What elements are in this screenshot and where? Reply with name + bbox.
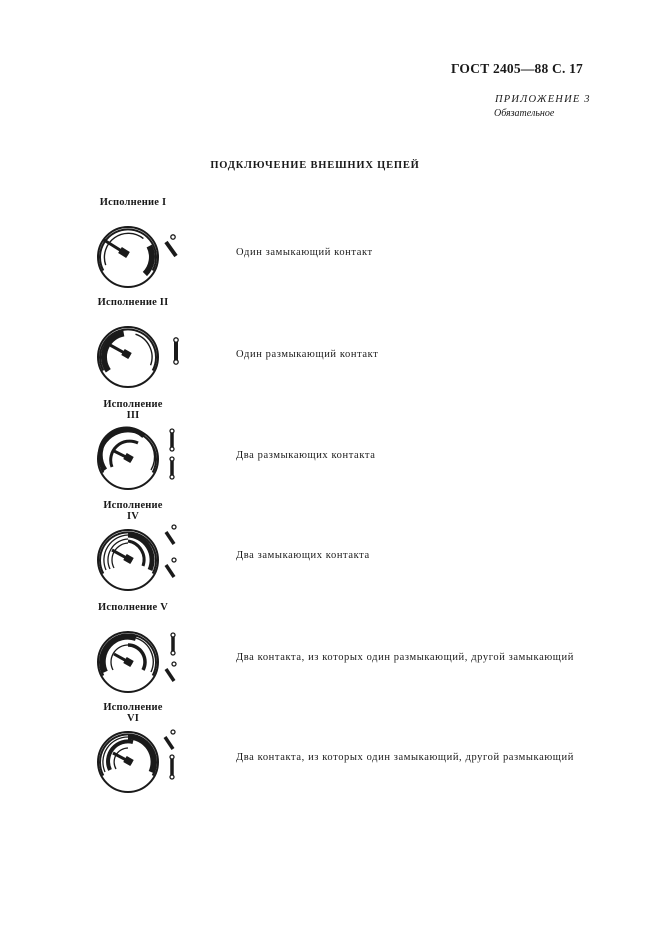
variant-2 bbox=[0, 297, 661, 397]
variant-description: Два контакта, из которых один замыкающий, другой размыкающий bbox=[236, 752, 574, 763]
gauge-diagram-icon bbox=[88, 624, 198, 700]
gauge-diagram-icon bbox=[88, 421, 198, 497]
variant-3 bbox=[0, 399, 661, 499]
gauge-diagram-icon bbox=[88, 522, 198, 598]
variant-label: Исполнение VI bbox=[103, 702, 163, 724]
gauge-diagram-icon bbox=[88, 319, 198, 395]
variant-1 bbox=[0, 197, 661, 297]
gauge-diagram-icon bbox=[88, 724, 198, 800]
variant-5 bbox=[0, 602, 661, 702]
appendix-label: ПРИЛОЖЕНИЕ 3 bbox=[495, 94, 591, 105]
variant-description: Один размыкающий контакт bbox=[236, 349, 379, 360]
variant-description: Один замыкающий контакт bbox=[236, 247, 373, 258]
variant-label: Исполнение I bbox=[99, 197, 167, 208]
variant-label: Исполнение II bbox=[97, 297, 169, 308]
variant-description: Два контакта, из которых один размыкающий, другой замыкающий bbox=[236, 652, 574, 663]
variant-6 bbox=[0, 702, 661, 802]
variant-label: Исполнение IV bbox=[103, 500, 163, 522]
gauge-diagram-icon bbox=[88, 219, 198, 295]
variant-label: Исполнение V bbox=[98, 602, 168, 613]
variant-description: Два размыкающих контакта bbox=[236, 450, 376, 461]
variant-label: Исполнение III bbox=[103, 399, 163, 421]
variant-4 bbox=[0, 500, 661, 600]
appendix-status: Обязательное bbox=[494, 108, 555, 119]
section-title: ПОДКЛЮЧЕНИЕ ВНЕШНИХ ЦЕПЕЙ bbox=[210, 160, 420, 171]
standard-reference: ГОСТ 2405—88 С. 17 bbox=[450, 61, 583, 76]
variant-description: Два замыкающих контакта bbox=[236, 550, 370, 561]
